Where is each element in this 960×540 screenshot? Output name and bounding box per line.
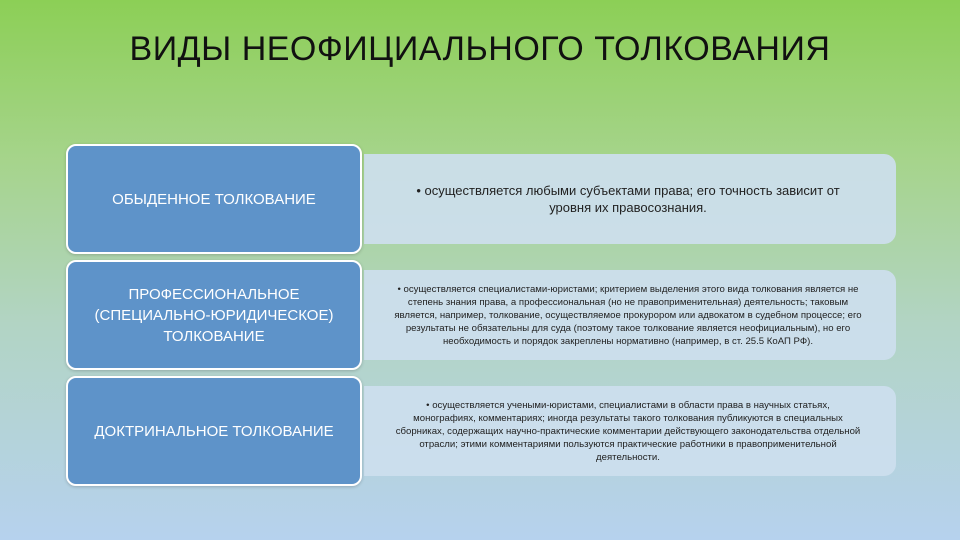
row-label-professional bbox=[66, 260, 362, 370]
row-label-text: ОБЫДЕННОЕ ТОЛКОВАНИЕ bbox=[112, 190, 316, 208]
description-text: • осуществляется учеными-юристами, специалистами в области права в научных статьях, монографиях, комментариях; иногда результаты такого толкования публикуются в специальных сборниках, содержащих научно-практические комментарии действующего законодательства отдельной отрасли; этими комментариями пользуются практические работники в правоприменительной деятельности. bbox=[395, 399, 861, 463]
row-description-ordinary bbox=[364, 154, 896, 244]
description-text: • осуществляется специалистами-юристами; критерием выделения этого вида толкования является не степень знания права, а профессиональная (но не правоприменительная) деятельность; таковым является, например, толкование, осуществляемое прокурором или адвокатом в судебном процессе; его результаты не обязательны для суда (поэтому такое толкование является неофициальным), но его необходимость и порядок закреплены нормативно (например, в ст. 25.5 КоАП РФ). bbox=[394, 283, 862, 347]
row-description-professional bbox=[364, 270, 896, 360]
row-label-doctrinal bbox=[66, 376, 362, 486]
description-text: • осуществляется любыми субъектами права; его точность зависит от уровня их правосознания. bbox=[416, 183, 840, 215]
row-label-ordinary bbox=[66, 144, 362, 254]
row-description-doctrinal bbox=[364, 386, 896, 476]
row-label-text: ДОКТРИНАЛЬНОЕ ТОЛКОВАНИЕ bbox=[94, 422, 334, 440]
page-title: ВИДЫ НЕОФИЦИАЛЬНОГО ТОЛКОВАНИЯ bbox=[129, 30, 831, 68]
row-label-text: ПРОФЕССИОНАЛЬНОЕ (СПЕЦИАЛЬНО-ЮРИДИЧЕСКОЕ) ТОЛКОВАНИЕ bbox=[94, 285, 334, 345]
